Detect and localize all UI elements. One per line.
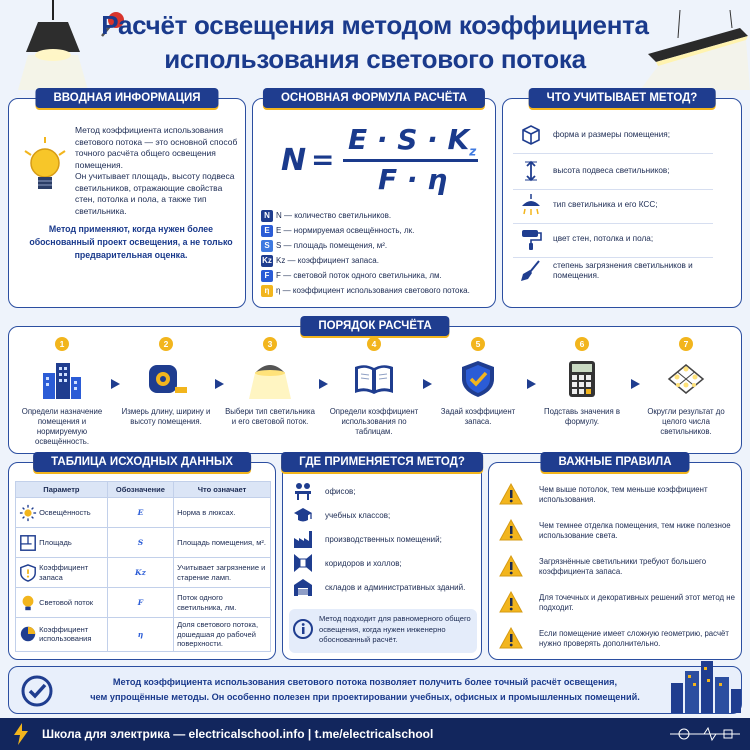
step-number: 6 xyxy=(575,337,589,351)
factor-text: степень загрязнения светильников и помещения. xyxy=(553,260,693,280)
graduation-cap-icon xyxy=(293,505,313,525)
step-item xyxy=(223,337,315,467)
intro-text-3: Метод применяют, когда нужен более обоснованный проект освещения, а не только предварительная оценка. xyxy=(29,224,233,260)
step-item xyxy=(327,337,419,467)
legend-key: E xyxy=(261,225,273,237)
warning-icon xyxy=(499,627,523,649)
meaning-cell: Площадь помещения, м². xyxy=(174,528,271,558)
uses-title: ГДЕ ПРИМЕНЯЕТСЯ МЕТОД? xyxy=(281,452,483,472)
param-cell xyxy=(16,498,108,528)
use-item xyxy=(293,527,493,551)
lightning-icon xyxy=(12,723,30,745)
param-cell xyxy=(16,618,108,652)
bulb-icon xyxy=(21,137,69,197)
factor-item xyxy=(513,155,713,187)
check-circle-icon xyxy=(21,675,53,707)
legend-key: Kz xyxy=(262,256,272,265)
step-text: Измерь длину, ширину и высоту помещения. xyxy=(121,407,211,426)
rule-item xyxy=(499,621,729,657)
step-number: 5 xyxy=(471,337,485,351)
symbol-cell: S xyxy=(107,528,173,558)
shield-check-icon xyxy=(457,359,499,399)
rule-text: Чем темнее отделка помещения, тем ниже полезное использование света. xyxy=(539,521,731,540)
warning-icon xyxy=(499,519,523,541)
symbol-cell: F xyxy=(107,588,173,618)
use-text: коридоров и холлов; xyxy=(325,558,402,568)
conclusion-text: Метод коэффициента использования светового потока позволяет получить более точный расчёт освещения, чем упрощённые методы. Он особенно полезен при проектировании учебных, офисных и промышленных помещений. xyxy=(90,677,640,702)
table-title: ТАБЛИЦА ИСХОДНЫХ ДАННЫХ xyxy=(33,452,251,472)
factors-card xyxy=(502,92,742,308)
uses-note xyxy=(289,609,477,653)
footer-bar xyxy=(0,718,750,750)
formula-lhs: N xyxy=(281,143,307,178)
tape-measure-icon xyxy=(145,359,187,399)
legend-key: S xyxy=(261,240,273,252)
factory-icon xyxy=(293,529,313,549)
intro-text-2: Он учитывает площадь, высоту подвеса светильников, отражающие свойства стен, потолка и пола, а также тип светильника. xyxy=(75,171,235,216)
info-icon xyxy=(293,619,313,639)
use-text: производственных помещений; xyxy=(325,534,442,544)
formula-numerator: $E \cdot S \cdot K_z$ xyxy=(348,123,477,159)
legend-item xyxy=(261,239,387,254)
table-row xyxy=(16,498,271,528)
factor-item xyxy=(513,255,713,287)
legend-text: N — количество светильников. xyxy=(276,211,392,220)
corridor-icon xyxy=(293,553,313,573)
pie-chart-icon xyxy=(19,625,37,643)
factor-item xyxy=(513,189,713,221)
factor-item xyxy=(513,119,713,151)
warehouse-icon xyxy=(293,577,313,597)
use-item xyxy=(293,575,493,599)
symbol-cell: E xyxy=(107,498,173,528)
warning-icon xyxy=(499,555,523,577)
ceiling-grid-icon xyxy=(665,359,707,399)
param-name: Освещённость xyxy=(39,507,91,517)
col-header-meaning: Что означает xyxy=(174,482,271,498)
step-text: Определи коэффициент использования по таблицам. xyxy=(329,407,419,436)
legend-text: F — световой поток одного светильника, лм. xyxy=(276,271,442,280)
formula xyxy=(273,121,483,201)
footer-text: Школа для электрика — electricalschool.info | t.me/electricalschool xyxy=(42,727,434,741)
page-title: Расчёт освещения методом коэффициента использования светового потока xyxy=(101,10,649,74)
sun-icon xyxy=(19,504,37,522)
rule-text: Для точечных и декоративных решений этот метод не подходит. xyxy=(539,593,735,612)
meaning-cell: Учитывает загрязнение и старение ламп. xyxy=(174,558,271,588)
param-cell xyxy=(16,528,108,558)
steps-title: ПОРЯДОК РАСЧЁТА xyxy=(300,316,449,336)
rule-text: Если помещение имеет сложную геометрию, расчёт нужно проверять дополнительно. xyxy=(539,629,729,648)
legend-item xyxy=(261,284,470,299)
step-number: 7 xyxy=(679,337,693,351)
linear-lamp-icon xyxy=(640,10,750,90)
factor-text: цвет стен, потолка и пола; xyxy=(553,233,654,243)
param-name: Коэффициент использования xyxy=(39,624,92,644)
factor-text: высота подвеса светильников; xyxy=(553,165,670,175)
intro-title: ВВОДНАЯ ИНФОРМАЦИЯ xyxy=(35,88,218,108)
legend-text: E — нормируемая освещённость, лк. xyxy=(276,226,415,235)
use-text: складов и административных зданий. xyxy=(325,582,466,592)
meaning-cell: Доля светового потока, дошедшая до рабочей поверхности. xyxy=(174,618,271,652)
legend-key: F xyxy=(261,270,273,282)
formula-denominator: F · η xyxy=(378,163,448,196)
formula-legend xyxy=(253,209,497,309)
divider xyxy=(513,153,713,154)
rules-card xyxy=(488,456,742,660)
fraction-bar xyxy=(343,159,478,162)
rule-item xyxy=(499,477,729,513)
step-text: Выбери тип светильника и его световой поток. xyxy=(225,407,315,426)
legend-key: η xyxy=(261,285,273,297)
col-header-symbol: Обозначение xyxy=(107,482,173,498)
table-card xyxy=(8,456,276,660)
rule-item xyxy=(499,585,735,621)
uses-note-text: Метод подходит для равномерного общего освещения, когда нужен инженерно обоснованный расчёт. xyxy=(319,614,471,644)
step-number: 2 xyxy=(159,337,173,351)
legend-item xyxy=(261,209,391,224)
building-icon xyxy=(41,359,83,399)
legend-key: N xyxy=(261,210,273,222)
shield-warning-icon xyxy=(19,564,37,582)
step-item xyxy=(15,337,107,467)
warning-icon xyxy=(499,591,523,613)
conclusion-card xyxy=(8,666,742,714)
broom-icon xyxy=(519,259,543,283)
legend-item xyxy=(261,269,442,284)
step-item xyxy=(119,337,211,467)
city-skyline-icon xyxy=(669,653,743,713)
steps-card xyxy=(8,320,742,454)
factor-text: тип светильника и его КСС; xyxy=(553,199,658,209)
step-number: 3 xyxy=(263,337,277,351)
table-row xyxy=(16,588,271,618)
rule-text: Чем выше потолок, тем меньше коэффициент использования. xyxy=(539,485,708,504)
step-text: Определи назначение помещения и нормируемую освещённость. xyxy=(21,407,103,446)
meaning-cell: Поток одного светильника, лм. xyxy=(174,588,271,618)
step-number: 4 xyxy=(367,337,381,351)
factor-text: форма и размеры помещения; xyxy=(553,129,670,139)
param-cell xyxy=(16,558,108,588)
intro-text-1: Метод коэффициента использования светового потока — это основной способ точного расчёта общего освещения помещения. xyxy=(75,125,238,170)
circuit-icon xyxy=(670,726,740,742)
factors-title: ЧТО УЧИТЫВАЕТ МЕТОД? xyxy=(529,88,716,108)
table-row xyxy=(16,558,271,588)
rules-title: ВАЖНЫЕ ПРАВИЛА xyxy=(540,452,689,472)
step-text: Округли результат до целого числа светильников. xyxy=(647,407,725,436)
step-item xyxy=(431,337,523,467)
formula-card xyxy=(252,92,496,308)
bulb-icon xyxy=(19,594,37,612)
ceiling-lamp-icon xyxy=(519,193,543,217)
symbol-cell: Kz xyxy=(107,558,173,588)
calculator-icon xyxy=(561,359,603,399)
legend-text: S — площадь помещения, м². xyxy=(276,241,388,250)
use-item xyxy=(293,479,493,503)
param-cell xyxy=(16,588,108,618)
formula-title: ОСНОВНАЯ ФОРМУЛА РАСЧЁТА xyxy=(263,88,485,108)
paint-roller-icon xyxy=(519,227,543,251)
symbol-cell: η xyxy=(107,618,173,652)
data-table xyxy=(15,481,271,652)
intro-card xyxy=(8,92,246,308)
table-row xyxy=(16,618,271,652)
col-header-param: Параметр xyxy=(16,482,108,498)
lamp-icon xyxy=(249,359,291,399)
step-item xyxy=(639,337,731,467)
floor-plan-icon xyxy=(19,534,37,552)
use-text: учебных классов; xyxy=(325,510,391,520)
meaning-cell: Норма в люксах. xyxy=(174,498,271,528)
table-row xyxy=(16,528,271,558)
legend-text: η — коэффициент использования светового потока. xyxy=(276,286,470,295)
legend-text: Kz — коэффициент запаса. xyxy=(276,256,379,265)
step-item xyxy=(535,337,627,467)
rule-text: Загрязнённые светильники требуют большего коэффициента запаса. xyxy=(539,557,707,576)
rule-item xyxy=(499,549,729,585)
legend-item xyxy=(261,254,379,269)
use-item xyxy=(293,551,493,575)
book-icon xyxy=(353,359,395,399)
use-item xyxy=(293,503,493,527)
factor-item xyxy=(513,223,713,255)
param-name: Площадь xyxy=(39,537,72,547)
office-icon xyxy=(293,481,313,501)
rule-item xyxy=(499,513,729,549)
legend-item xyxy=(261,224,414,239)
use-text: офисов; xyxy=(325,486,356,496)
warning-icon xyxy=(499,483,523,505)
room-cube-icon xyxy=(519,123,543,147)
height-arrow-icon xyxy=(519,159,543,183)
formula-eq: = xyxy=(311,143,335,176)
param-name: Световой поток xyxy=(39,597,94,607)
uses-card xyxy=(282,456,482,660)
step-text: Задай коэффициент запаса. xyxy=(440,407,516,426)
param-name: Коэффициент запаса xyxy=(39,563,89,582)
step-number: 1 xyxy=(55,337,69,351)
step-text: Подставь значения в формулу. xyxy=(543,407,621,426)
pendant-lamp-icon xyxy=(18,0,88,90)
